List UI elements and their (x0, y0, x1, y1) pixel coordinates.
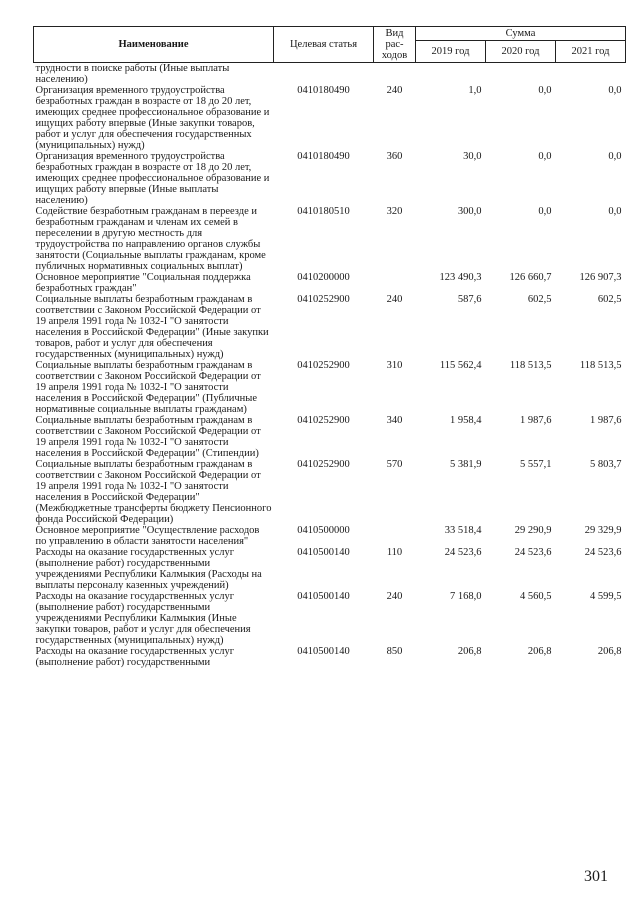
row-vid: 240 (386, 85, 403, 96)
page-number: 301 (584, 868, 608, 885)
table-row (34, 360, 626, 415)
header-2019: 2019 год (416, 41, 486, 63)
row-2020: 1 987,6 (520, 415, 552, 426)
row-code: 0410500140 (297, 547, 350, 558)
row-name: Содействие безработным гражданам в переезде и безработным гражданам и членам их семей в переселении в другую местность для трудоустройства по направлению органов службы занятости (Социальные выплаты гражданам, кроме публичных нормативных социальных выплат) (35, 206, 266, 272)
table-row (34, 547, 626, 591)
row-name: Социальные выплаты безработным гражданам в соответствии с Законом Российской Федерации от 19 апреля 1991 года № 1032-I "О занятости населения в Российской Федерации" (Межбюджетные трансферты бюджету Пенсионного фонда Российской Федерации) (35, 459, 272, 525)
row-code: 0410200000 (297, 272, 350, 283)
table-row (34, 459, 626, 525)
row-name: Расходы на оказание государственных услуг (выполнение работ) государственными учреждениями Республики Калмыкия (Иные закупки товаров, работ и услуг для обеспечения государственных (муниципальных) нужд) (35, 591, 251, 646)
row-vid: 850 (386, 646, 403, 657)
row-name: Основное мероприятие "Социальная поддержка безработных граждан" (35, 272, 251, 294)
table-row (34, 151, 626, 206)
row-2021: 126 907,3 (579, 272, 622, 283)
row-2021: 0,0 (608, 206, 622, 217)
row-name: трудности в поиске работы (Иные выплаты населению) (35, 63, 230, 85)
row-2021: 4 599,5 (590, 591, 622, 602)
table-row (34, 294, 626, 360)
row-2020: 0,0 (538, 151, 552, 162)
row-code: 0410252900 (297, 459, 350, 470)
row-vid: 570 (386, 459, 403, 470)
row-2019: 30,0 (463, 151, 482, 162)
table-row (34, 272, 626, 294)
header-2021: 2021 год (556, 41, 626, 63)
header-vid (374, 27, 416, 63)
row-2020: 126 660,7 (509, 272, 552, 283)
row-vid (374, 525, 416, 547)
row-2020: 4 560,5 (520, 591, 552, 602)
row-2021: 5 803,7 (590, 459, 622, 470)
row-name: Социальные выплаты безработным гражданам в соответствии с Законом Российской Федерации от 19 апреля 1991 года № 1032-I "О занятости населения в Российской Федерации" (Иные закупки товаров, работ и услуг для обеспечения государственных (муниципальных) нужд) (35, 294, 269, 360)
row-code: 0410252900 (297, 415, 350, 426)
row-vid: 320 (386, 206, 403, 217)
row-2020: 0,0 (538, 206, 552, 217)
header-sum: Сумма (416, 27, 626, 41)
row-vid (374, 63, 416, 86)
row-code (274, 63, 374, 86)
header-2020: 2020 год (486, 41, 556, 63)
row-2019: 587,6 (457, 294, 482, 305)
row-2020: 29 290,9 (514, 525, 552, 536)
row-2021: 0,0 (608, 85, 622, 96)
table-row (34, 63, 626, 86)
row-code: 0410500140 (297, 591, 350, 602)
row-2021: 118 513,5 (579, 360, 622, 371)
row-2019: 115 562,4 (439, 360, 482, 371)
row-vid: 240 (386, 591, 403, 602)
row-2020: 0,0 (538, 85, 552, 96)
row-2019: 123 490,3 (439, 272, 482, 283)
row-2019: 33 518,4 (444, 525, 482, 536)
row-2020: 206,8 (527, 646, 552, 657)
table-row (34, 415, 626, 459)
row-2019: 206,8 (457, 646, 482, 657)
row-2019: 5 381,9 (450, 459, 482, 470)
row-2021 (556, 63, 626, 86)
row-vid (374, 272, 416, 294)
header-code: Целевая статья (274, 27, 374, 63)
row-2019 (416, 63, 486, 86)
row-2020: 5 557,1 (520, 459, 552, 470)
row-2020: 602,5 (527, 294, 552, 305)
row-2021: 1 987,6 (590, 415, 622, 426)
budget-table (33, 26, 626, 668)
row-2021: 602,5 (597, 294, 622, 305)
table-row (34, 525, 626, 547)
row-name: Организация временного трудоустройства безработных граждан в возрасте от 18 до 20 лет, имеющих среднее профессиональное образование и ищущих работу впервые (Иные выплаты населению) (35, 151, 270, 206)
row-code: 0410180490 (297, 151, 350, 162)
row-name: Организация временного трудоустройства безработных граждан в возрасте от 18 до 20 лет, имеющих среднее профессиональное образование и ищущих работу впервые (Иные закупки товаров, работ и услуг для обеспечения государственных (муниципальных) нужд) (35, 85, 270, 151)
row-code: 0410252900 (297, 360, 350, 371)
header-name: Наименование (34, 27, 274, 63)
row-code: 0410500140 (297, 646, 350, 657)
row-2021: 206,8 (597, 646, 622, 657)
row-vid: 310 (386, 360, 403, 371)
header-vid-line3: ходов (381, 50, 408, 61)
row-name: Расходы на оказание государственных услуг (выполнение работ) государственными учреждениями Республики Калмыкия (Расходы на выплаты персоналу казенных учреждений) (35, 547, 262, 591)
row-2019: 7 168,0 (450, 591, 482, 602)
row-name: Социальные выплаты безработным гражданам в соответствии с Законом Российской Федерации от 19 апреля 1991 года № 1032-I "О занятости населения в Российской Федерации" (Публичные нормативные социальные выплаты гражданам) (35, 360, 261, 415)
header-vid-line1: Вид (385, 28, 404, 39)
row-2019: 1 958,4 (450, 415, 482, 426)
row-2019: 1,0 (468, 85, 482, 96)
row-2021: 24 523,6 (584, 547, 622, 558)
table-row (34, 85, 626, 151)
row-2020 (486, 63, 556, 86)
table-row (34, 591, 626, 646)
row-2019: 24 523,6 (444, 547, 482, 558)
table-row (34, 646, 626, 668)
row-vid: 110 (386, 547, 403, 558)
row-vid: 240 (386, 294, 403, 305)
row-name: Социальные выплаты безработным гражданам в соответствии с Законом Российской Федерации от 19 апреля 1991 года № 1032-I "О занятости населения в Российской Федерации" (Стипендии) (35, 415, 261, 459)
row-code: 0410180490 (297, 85, 350, 96)
table-body (34, 63, 626, 669)
row-name: Основное мероприятие "Осуществление расходов по управлению в области занятости населения" (35, 525, 260, 547)
row-2021: 0,0 (608, 151, 622, 162)
row-code: 0410500000 (297, 525, 350, 536)
row-vid: 340 (386, 415, 403, 426)
row-vid: 360 (386, 151, 403, 162)
row-2020: 118 513,5 (509, 360, 552, 371)
row-code: 0410180510 (297, 206, 350, 217)
table-row (34, 206, 626, 272)
row-2021: 29 329,9 (584, 525, 622, 536)
header-vid-line2: рас- (385, 39, 404, 50)
row-name: Расходы на оказание государственных услуг (выполнение работ) государственными (35, 646, 235, 668)
row-2019: 300,0 (457, 206, 482, 217)
row-code: 0410252900 (297, 294, 350, 305)
document-page (33, 26, 625, 668)
row-2020: 24 523,6 (514, 547, 552, 558)
table-header (34, 27, 626, 63)
